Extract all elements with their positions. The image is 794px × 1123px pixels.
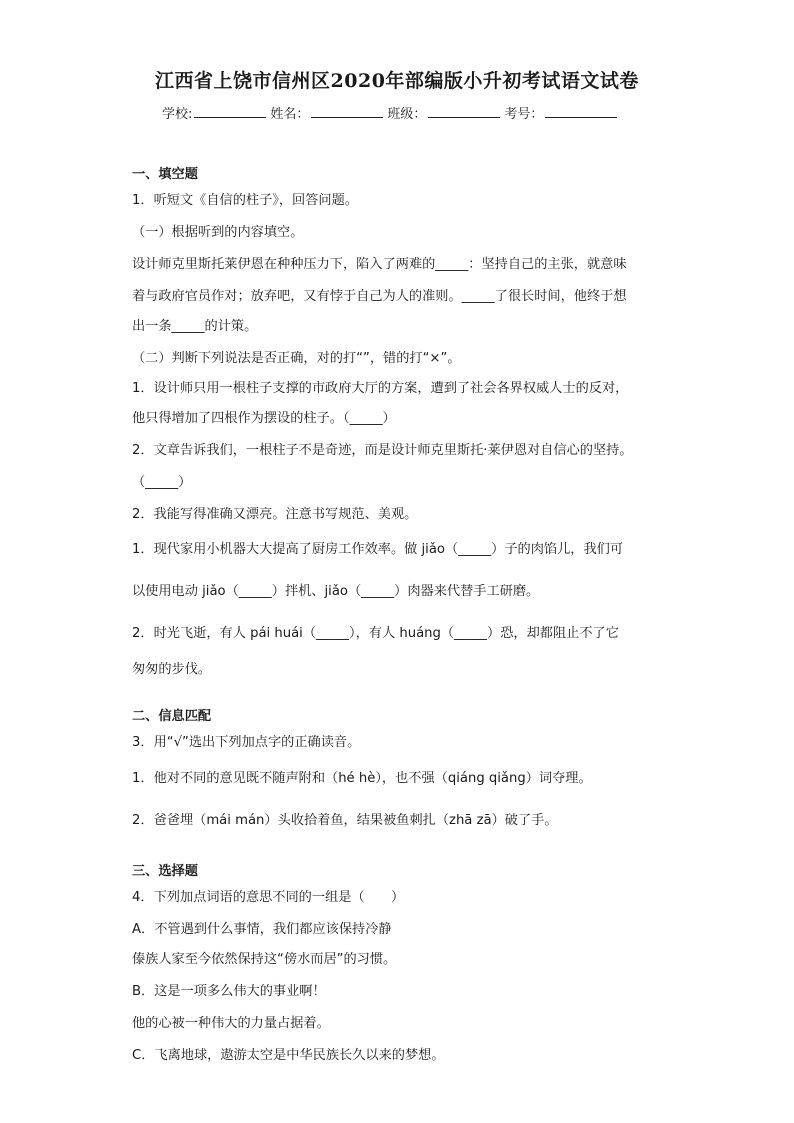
- page-title: 江西省上饶市信州区2020年部编版小升初考试语文试卷: [155, 70, 639, 92]
- passage-line-3: 出一条_____的计策。: [132, 319, 258, 334]
- question-2-item-2-cont: 匆匆的步伐。: [132, 662, 212, 677]
- judgment-item-1: 1．设计师只用一根柱子支撑的市政府大厅的方案，遭到了社会各界权威人士的反对，: [132, 381, 629, 396]
- judgment-item-1-cont: 他只得增加了四根作为摆设的柱子。（_____）: [132, 411, 396, 426]
- question-1-part-b: （二）判断下列说法是否正确，对的打“”，错的打“×”。: [132, 351, 461, 366]
- option-b-cont: 他的心被一种伟大的力量占据着。: [132, 1016, 330, 1031]
- judgment-item-2-cont: （_____）: [132, 475, 192, 490]
- section-heading-matching: 二、信息匹配: [132, 709, 212, 724]
- question-3: 3．用“√”选出下列加点字的正确读音。: [132, 735, 361, 750]
- passage-line-1: 设计师克里斯托莱伊恩在种种压力下，陷入了两难的_____：坚持自己的主张，就意味: [132, 257, 627, 272]
- name-blank[interactable]: [311, 103, 383, 118]
- class-blank[interactable]: [428, 103, 500, 118]
- option-a: A．不管遇到什么事情，我们都应该保持冷静: [132, 922, 392, 937]
- class-label: 班级：: [387, 107, 427, 122]
- exam-number-blank[interactable]: [545, 103, 617, 118]
- judgment-item-2: 2．文章告诉我们，一根柱子不是奇迹，而是设计师克里斯托·莱伊恩对自信心的坚持。: [132, 443, 633, 458]
- question-2-item-1-cont: 以使用电动 jiǎo（_____）拌机、jiǎo（_____）肉器来代替手工研磨。: [132, 584, 540, 599]
- question-3-item-2: 2．爸爸埋（mái mán）头收拾着鱼，结果被鱼刺扎（zhā zā）破了手。: [132, 813, 558, 828]
- question-2-item-2: 2．时光飞逝，有人 pái huái（_____），有人 huáng（_____）恐，却都阻止不了它: [132, 626, 619, 641]
- school-blank[interactable]: [194, 103, 266, 118]
- exam-number-label: 考号：: [504, 107, 544, 122]
- question-3-item-1: 1．他对不同的意见既不随声附和（hé hè），也不强（qiáng qiǎng）词夺理。: [132, 771, 592, 786]
- section-heading-fill-in: 一、填空题: [132, 167, 198, 182]
- passage-line-2: 着与政府官员作对；放弃吧，又有悖于自己为人的准则。_____了很长时间，他终于想: [132, 289, 627, 304]
- question-2-item-1: 1．现代家用小机器大大提高了厨房工作效率。做 jiǎo（_____）子的肉馅儿，我们可: [132, 542, 624, 557]
- option-c: C．飞离地球，遨游太空是中华民族长久以来的梦想。: [132, 1048, 445, 1063]
- option-a-cont: 傣族人家至今依然保持这“傍水而居”的习惯。: [132, 952, 397, 967]
- question-2: 2．我能写得准确又漂亮。注意书写规范、美观。: [132, 507, 418, 522]
- school-label: 学校:: [162, 107, 193, 122]
- question-4: 4．下列加点词语的意思不同的一组是（ ）: [132, 890, 405, 905]
- question-1-part-a: （一）根据听到的内容填空。: [132, 225, 304, 240]
- question-1: 1．听短文《自信的柱子》，回答问题。: [132, 193, 358, 208]
- section-heading-choice: 三、选择题: [132, 864, 198, 879]
- name-label: 姓名：: [270, 107, 310, 122]
- student-info-line: [162, 103, 621, 122]
- option-b: B．这是一项多么伟大的事业啊！: [132, 984, 326, 999]
